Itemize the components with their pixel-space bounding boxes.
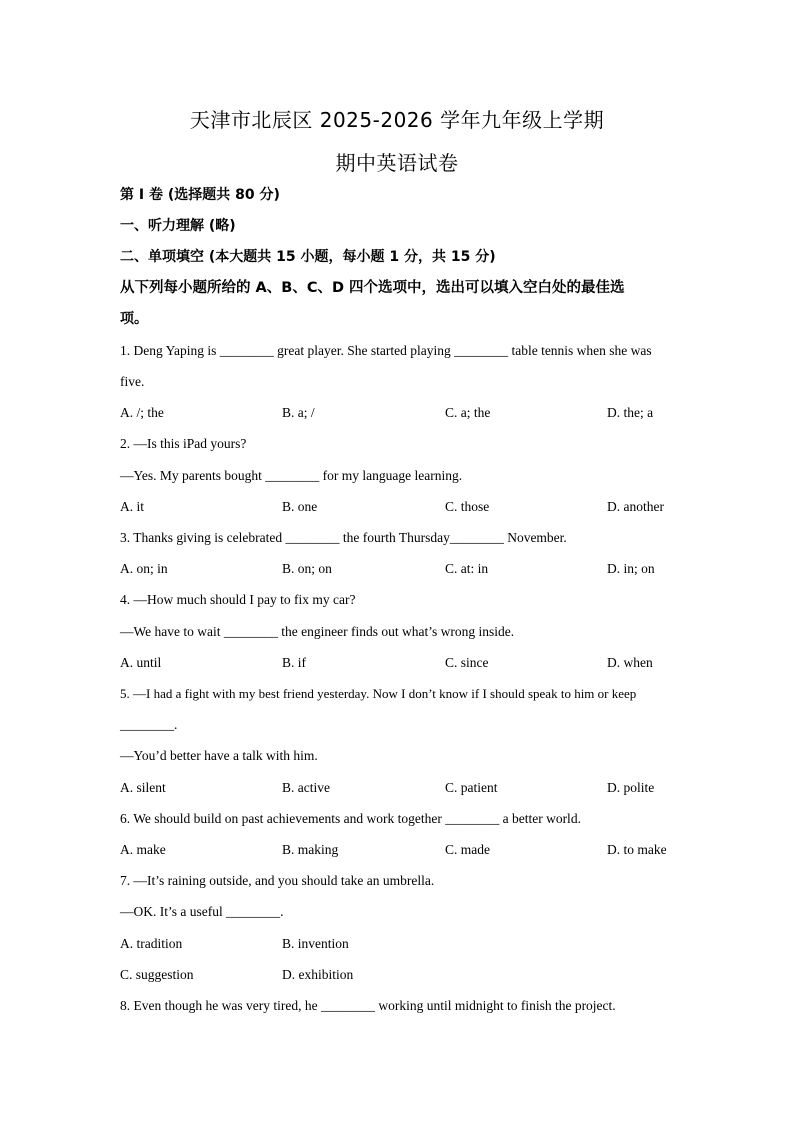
question-5-option-c[interactable]: C. patient: [445, 780, 498, 795]
question-7-option-b[interactable]: B. invention: [282, 936, 349, 951]
question-4-option-c[interactable]: C. since: [445, 655, 489, 670]
question-6-option-b[interactable]: B. making: [282, 842, 339, 857]
question-1-stem-cont: five.: [120, 374, 145, 389]
question-1-option-c[interactable]: C. a; the: [445, 405, 491, 420]
question-3-stem: 3. Thanks giving is celebrated ________ the fourth Thursday________ November.: [120, 530, 567, 545]
instruction-line-1: 从下列每小题所给的 A、B、C、D 四个选项中，选出可以填入空白处的最佳选: [120, 280, 625, 296]
question-4-option-a[interactable]: A. until: [120, 655, 162, 670]
question-5-option-a[interactable]: A. silent: [120, 780, 166, 795]
section-grammar-heading: 二、单项填空 (本大题共 15 小题，每小题 1 分，共 15 分): [120, 249, 496, 265]
question-8-stem: 8. Even though he was very tired, he ________ working until midnight to finish the project.: [120, 998, 616, 1013]
question-5-option-d[interactable]: D. polite: [607, 780, 655, 795]
question-4-option-d[interactable]: D. when: [607, 655, 653, 670]
section-listening-heading: 一、听力理解 (略): [120, 218, 236, 234]
question-2-option-b[interactable]: B. one: [282, 499, 318, 514]
question-6-option-a[interactable]: A. make: [120, 842, 166, 857]
question-7-option-c[interactable]: C. suggestion: [120, 967, 194, 982]
question-3-option-b[interactable]: B. on; on: [282, 561, 332, 576]
question-4-stem-cont: —We have to wait ________ the engineer finds out what’s wrong inside.: [120, 624, 515, 639]
exam-subtitle: 期中英语试卷: [335, 151, 459, 175]
question-1-option-d[interactable]: D. the; a: [607, 405, 654, 420]
question-7-option-d[interactable]: D. exhibition: [282, 967, 354, 982]
question-3-option-d[interactable]: D. in; on: [607, 561, 655, 576]
question-2-option-d[interactable]: D. another: [607, 499, 664, 514]
question-1-stem: 1. Deng Yaping is ________ great player. She started playing ________ table tennis when she was: [120, 343, 652, 358]
instruction-line-2: 项。: [120, 311, 148, 327]
question-4-stem: 4. —How much should I pay to fix my car?: [120, 592, 356, 607]
question-5-dialogue: —You’d better have a talk with him.: [120, 748, 318, 763]
question-3-option-a[interactable]: A. on; in: [120, 561, 168, 576]
question-6-option-c[interactable]: C. made: [445, 842, 490, 857]
question-1-option-b[interactable]: B. a; /: [282, 405, 315, 420]
question-7-stem-cont: —OK. It’s a useful ________.: [120, 904, 284, 919]
question-5-option-b[interactable]: B. active: [282, 780, 330, 795]
question-2-option-c[interactable]: C. those: [445, 499, 490, 514]
exam-title: 天津市北辰区 2025-2026 学年九年级上学期: [189, 108, 605, 132]
question-6-option-d[interactable]: D. to make: [607, 842, 667, 857]
question-3-option-c[interactable]: C. at: in: [445, 561, 489, 576]
question-4-option-b[interactable]: B. if: [282, 655, 307, 670]
question-7-option-a[interactable]: A. tradition: [120, 936, 183, 951]
question-5-stem-cont: ________.: [120, 717, 178, 732]
question-2-stem: 2. —Is this iPad yours?: [120, 436, 247, 451]
question-5-stem: 5. —I had a fight with my best friend yesterday. Now I don’t know if I should speak to him or keep: [120, 686, 637, 701]
question-2-stem-cont: —Yes. My parents bought ________ for my language learning.: [120, 468, 463, 483]
question-6-stem: 6. We should build on past achievements and work together ________ a better world.: [120, 811, 581, 826]
question-2-option-a[interactable]: A. it: [120, 499, 145, 514]
question-1-option-a[interactable]: A. /; the: [120, 405, 164, 420]
question-7-stem: 7. —It’s raining outside, and you should take an umbrella.: [120, 873, 435, 888]
part-heading: 第 I 卷 (选择题共 80 分): [120, 187, 280, 203]
